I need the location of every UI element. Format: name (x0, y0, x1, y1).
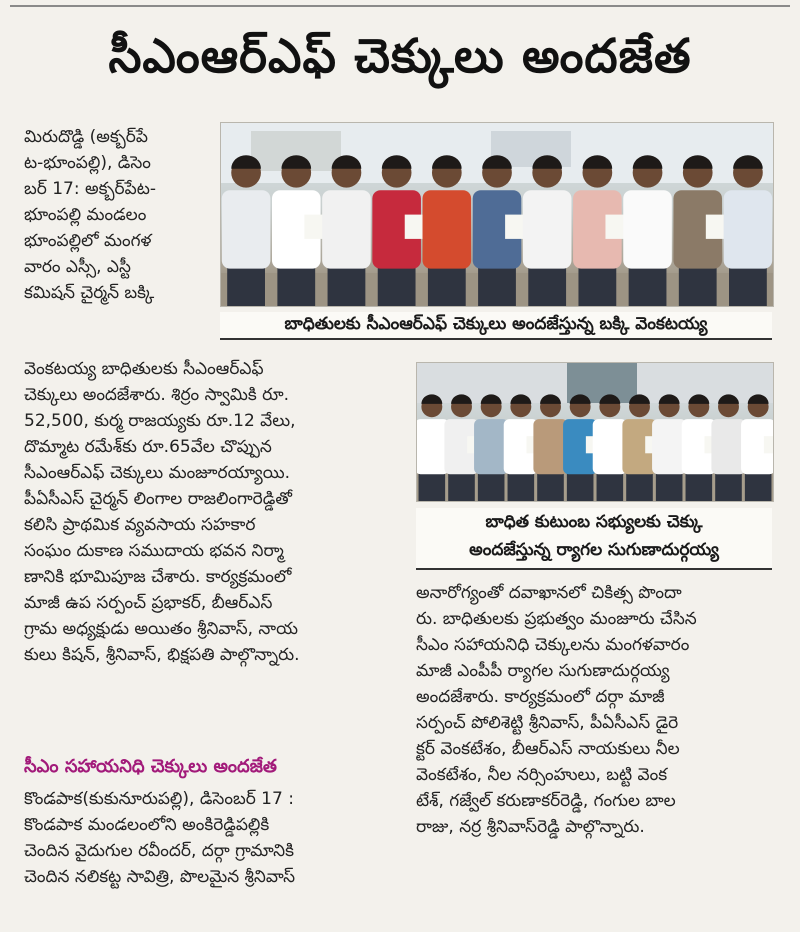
story-2-line: కొండపాక మండలంలోని అంకిరెడ్డిపల్లికి (24, 815, 270, 835)
person-figure (652, 394, 686, 501)
news-photo-1 (220, 122, 774, 307)
story-2-line: అందజేశారు. కార్యక్రమంలో దర్గా మాజీ (416, 687, 665, 707)
story-2-line: చెందిన వైదుగుల రవీందర్, దర్గా గ్రామానికి (24, 841, 294, 861)
story-1-line: గ్రామ అధ్యక్షుడు అయితం శ్రీనివాస్, నాయ (24, 619, 298, 639)
story-2-body-right (416, 580, 776, 840)
person-figure (741, 394, 773, 501)
story-1-line: సంఘం దుకాణ సముదాయ భవన నిర్మా (24, 541, 284, 561)
story-2-line: రాజు, నర్ర శ్రీనివాస్‌రెడ్డి పాల్గొన్నారు. (416, 817, 645, 837)
story-2-line: టేశ్, గజ్వేల్ కరుణాకర్‌రెడ్డి, గంగుల బాల (416, 791, 676, 811)
story-1-line: భూంపల్లి మండలం (24, 205, 147, 225)
photo-2-caption-line-1: బాధిత కుటుంబ సభ్యులకు చెక్కు (485, 512, 703, 532)
photo-1-caption: బాధితులకు సీఎంఆర్‌ఎఫ్ చెక్కులు అందజేస్తున్న బక్కి వెంకటయ్య (220, 312, 772, 340)
story-1-intro (24, 124, 214, 306)
story-1-line: వెంకటయ్య బాధితులకు సీఎంఆర్‌ఎఫ్ (24, 359, 264, 379)
story-1-line: పీఏసీఎస్ చైర్మన్ లింగాల రాజలింగారెడ్డితో (24, 489, 292, 509)
story-1-line: మాజీ ఉప సర్పంచ్ ప్రభాకర్, బీఆర్‌ఎస్ (24, 593, 273, 613)
story-1-line: కలిసి ప్రాథమిక వ్యవసాయ సహకార (24, 515, 256, 535)
story-2-line: వెంకటేశం, నీల నర్సింహులు, బట్టి వెంక (416, 765, 668, 785)
story-1-line: కమిషన్ చైర్మన్ బక్కి (24, 283, 155, 303)
story-2-subhead: సీఎం సహాయనిధి చెక్కులు అందజేత (24, 756, 277, 777)
headline: సీఎంఆర్‌ఎఫ్ చెక్కులు అందజేత (108, 29, 692, 84)
top-rule (10, 5, 790, 7)
story-1-line: బర్ 17: అక్బర్‌పేట- (24, 179, 156, 199)
story-1-line: ణానికి భూమిపూజ చేశారు. కార్యక్రమంలో (24, 567, 292, 587)
story-1-line: కులు కిషన్, శ్రీనివాస్, భిక్షపతి పాల్గొన్నారు. (24, 645, 300, 665)
person-figure (593, 394, 627, 501)
story-2-line: సర్పంచ్ పోలిశెట్టి శ్రీనివాస్, పీఏసీఎస్ డైరె (416, 713, 679, 733)
story-2-line: మాజీ ఎంపీపీ ర్యాగల సుగుణాదుర్గయ్య (416, 661, 670, 681)
photo-2-caption (416, 508, 772, 570)
story-1-line: ట-భూంపల్లి), డిసెం (24, 153, 151, 173)
story-1-line: భూంపల్లిలో మంగళ (24, 231, 152, 251)
group-photo-illustration-1 (221, 123, 773, 306)
story-1-line: చెక్కులు అందజేశారు. శిర్రం స్వామికి రూ. (24, 385, 289, 405)
news-photo-2 (416, 362, 774, 502)
story-1-body (24, 356, 394, 668)
group-photo-illustration-2 (417, 363, 773, 501)
story-2-line: సీఎం సహాయనిధి చెక్కులను మంగళవారం (416, 635, 690, 655)
story-1-line: మిరుదొడ్డి (అక్బర్‌పే (24, 127, 148, 147)
story-1-line: వారం ఎస్సీ, ఎస్టీ (24, 257, 131, 277)
person-figure (711, 394, 745, 501)
story-2-line: కొండపాక(కుకునూరుపల్లి), డిసెంబర్ 17 : (24, 789, 294, 809)
story-1-line: సీఎంఆర్‌ఎఫ్ చెక్కులు మంజూరయ్యాయి. (24, 463, 290, 483)
story-2-line: చెందిన నలికట్ట సావిత్రి, పొలమైన శ్రీనివాస్ (24, 867, 296, 887)
story-2-line: రు. బాధితులకు ప్రభుత్వం మంజూరు చేసిన (416, 609, 697, 629)
person-figure (533, 394, 567, 501)
person-figure (417, 394, 449, 501)
story-2-line: అనారోగ్యంతో దవాఖానలో చికిత్స పొందా (416, 583, 682, 603)
story-1-line: దొమ్మాట రమేశ్‌కు రూ.65వేల చొప్పున (24, 437, 272, 457)
story-1-line: 52,500, కుర్మ రాజయ్యకు రూ.12 వేలు, (24, 411, 296, 431)
photo-2-caption-line-2: అందజేస్తున్న ర్యాగల సుగుణాదుర్గయ్య (469, 540, 719, 560)
person-figure (474, 394, 508, 501)
story-2-line: క్టర్ వెంకటేశం, బీఆర్‌ఎస్ నాయకులు నీల (416, 739, 680, 759)
story-2-body-left (24, 786, 394, 890)
